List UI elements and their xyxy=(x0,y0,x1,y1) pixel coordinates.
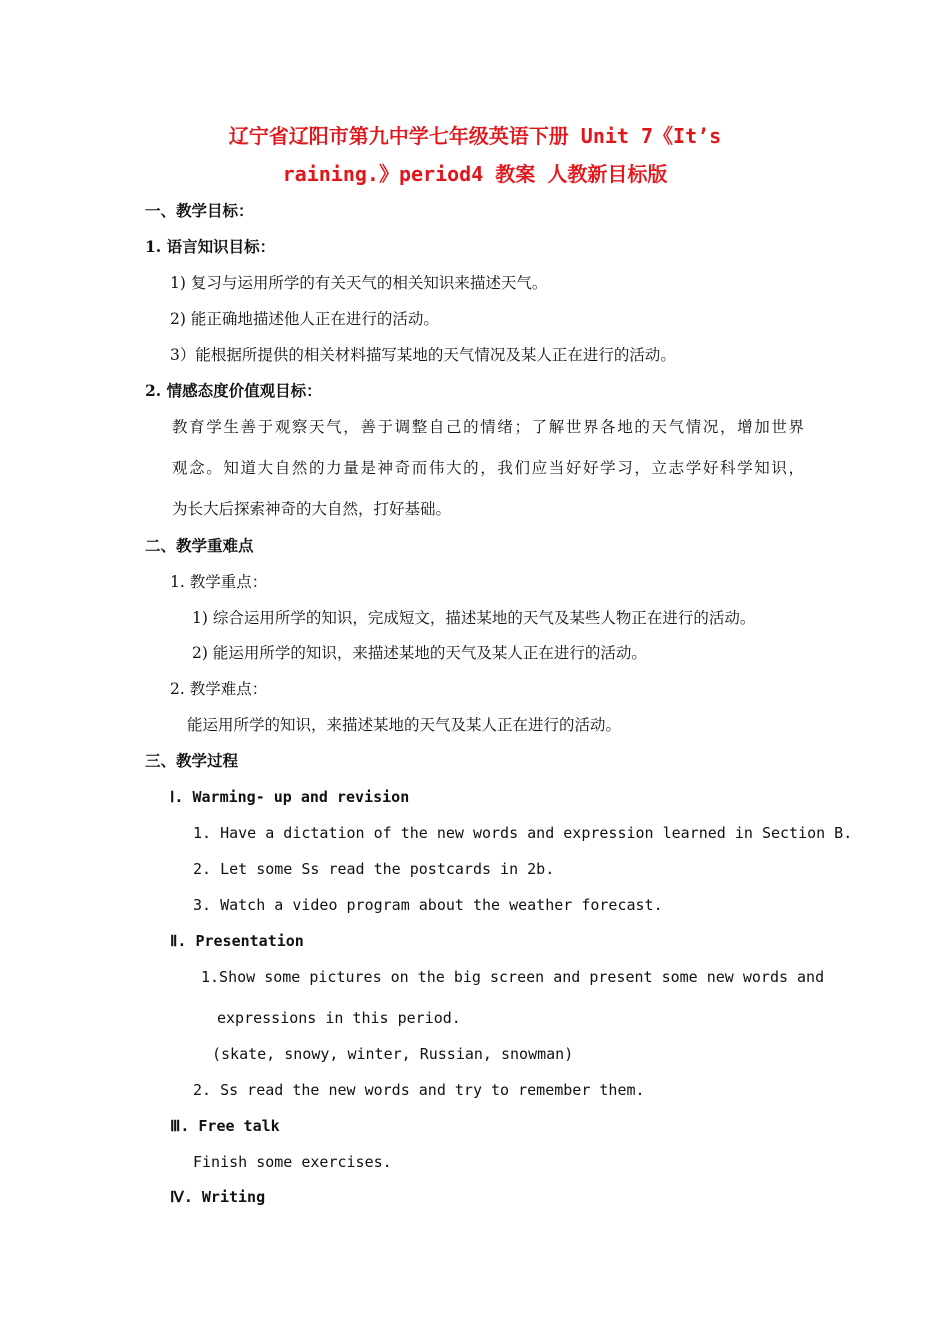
list-item: 3）能根据所提供的相关材料描写某地的天气情况及某人正在进行的活动。 xyxy=(170,346,676,364)
list-item: 1) 综合运用所学的知识，完成短文，描述某地的天气及某些人物正在进行的活动。 xyxy=(192,609,756,627)
list-item: 2) 能运用所学的知识，来描述某地的天气及某人正在进行的活动。 xyxy=(192,644,647,662)
step-4-heading: Ⅳ. Writing xyxy=(170,1188,266,1206)
subsection-1-1-heading: 1. 语言知识目标： xyxy=(145,237,276,256)
step-1-heading: Ⅰ. Warming- up and revision xyxy=(170,788,410,806)
paragraph-line: 观念。知道大自然的力量是神奇而伟大的，我们应当好好学习，立志学好科学知识， xyxy=(172,459,804,477)
step-2-heading: Ⅱ. Presentation xyxy=(170,932,304,950)
section-3-heading: 三、教学过程 xyxy=(145,751,239,770)
subsection-1-2-heading: 2. 情感态度价值观目标： xyxy=(145,381,322,400)
word-list: (skate, snowy, winter, Russian, snowman) xyxy=(212,1045,574,1063)
title-line-1: 辽宁省辽阳市第九中学七年级英语下册 Unit 7《It’s xyxy=(228,124,722,148)
list-item: 1. Have a dictation of the new words and expression learned in Section B. xyxy=(193,824,853,842)
list-item: 2) 能正确地描述他人正在进行的活动。 xyxy=(170,310,439,328)
list-item: 1) 复习与运用所学的有关天气的相关知识来描述天气。 xyxy=(170,274,548,292)
subsection-2-1-heading: 1. 教学重点： xyxy=(170,573,268,591)
paragraph-line: Finish some exercises. xyxy=(193,1153,392,1171)
paragraph-line: 能运用所学的知识，来描述某地的天气及某人正在进行的活动。 xyxy=(187,716,622,734)
list-item-continuation: expressions in this period. xyxy=(217,1009,461,1027)
title-line-2: raining.》period4 教案 人教新目标版 xyxy=(282,162,668,186)
subsection-2-2-heading: 2. 教学难点： xyxy=(170,680,268,698)
section-1-heading: 一、教学目标： xyxy=(145,201,254,220)
list-item: 3. Watch a video program about the weather forecast. xyxy=(193,896,663,914)
paragraph-line: 为长大后探索神奇的大自然，打好基础。 xyxy=(172,500,452,518)
list-item: 2. Ss read the new words and try to remember them. xyxy=(193,1081,645,1099)
list-item: 1.Show some pictures on the big screen and present some new words and xyxy=(201,968,825,986)
section-2-heading: 二、教学重难点 xyxy=(145,536,254,555)
list-item: 2. Let some Ss read the postcards in 2b. xyxy=(193,860,555,878)
paragraph-line: 教育学生善于观察天气，善于调整自己的情绪；了解世界各地的天气情况，增加世界 xyxy=(172,418,804,436)
step-3-heading: Ⅲ. Free talk xyxy=(170,1117,280,1135)
